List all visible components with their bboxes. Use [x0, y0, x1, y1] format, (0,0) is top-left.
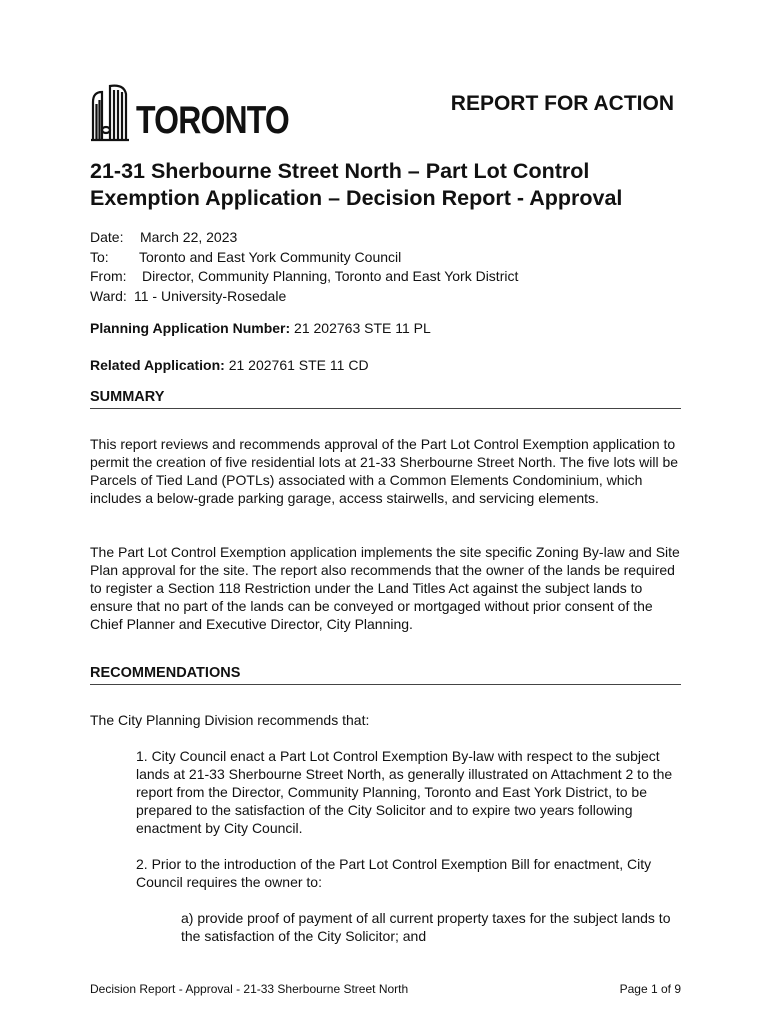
meta-to — [90, 248, 518, 268]
logo-wordmark: TORONTO — [136, 99, 289, 142]
recommendation-item-2a: a) provide proof of payment of all current property taxes for the subject lands to the satisfaction of the City Solicitor; and — [181, 910, 671, 944]
footer-document-title: Decision Report - Approval - 21-33 Sherbourne Street North — [90, 982, 409, 996]
report-meta — [90, 228, 518, 306]
application-number-label: Planning Application Number: — [90, 320, 291, 336]
meta-ward-label: Ward: — [90, 287, 127, 304]
planning-application-number — [90, 320, 431, 336]
report-type-label: REPORT FOR ACTION — [450, 92, 674, 115]
recommendations-intro: The City Planning Division recommends that: — [90, 712, 370, 728]
meta-from-label: From: — [90, 268, 127, 284]
meta-from — [90, 267, 518, 287]
meta-to-label: To: — [90, 248, 109, 265]
summary-paragraph-1: This report reviews and recommends approval of the Part Lot Control Exemption application to permit the creation of five residential lots at 21-33 Sherbourne Street North. The five lots will be Parcels of Tied Land (POTLs) associated with a Common Elements Condominium, which includes a below-grade parking garage, access stairwells, and servicing elements. — [90, 436, 679, 506]
meta-date-value: March 22, 2023 — [140, 229, 238, 245]
related-application — [90, 357, 369, 373]
toronto-logo — [90, 80, 323, 142]
meta-to-value: Toronto and East York Community Council — [139, 248, 402, 265]
related-application-value: 21 202761 STE 11 CD — [228, 357, 369, 373]
recommendation-item-2: 2. Prior to the introduction of the Part Lot Control Exemption Bill for enactment, City Council requires the owner to: — [136, 856, 652, 890]
summary-heading: SUMMARY — [90, 389, 681, 409]
meta-ward — [90, 287, 518, 307]
recommendation-item-1: 1. City Council enact a Part Lot Control Exemption By-law with respect to the subject lands at 21-33 Sherbourne Street North, as generally illustrated on Attachment 2 to the report from the Director, Community Planning, Toronto and East York District, to be prepared to the satisfaction of the City Solicitor and to expire two years following enactment by City Council. — [136, 748, 673, 836]
summary-paragraph-2: The Part Lot Control Exemption application implements the site specific Zoning By-law and Site Plan approval for the site. The report also recommends that the owner of the lands be required to register a Section 118 Restriction under the Land Titles Act against the subject lands to ensure that no part of the lands can be conveyed or mortgaged without prior consent of the Chief Planner and Executive Director, City Planning. — [90, 544, 680, 632]
city-hall-icon — [90, 80, 130, 142]
meta-from-value: Director, Community Planning, Toronto and East York District — [142, 268, 519, 284]
footer-page-number: Page 1 of 9 — [619, 982, 681, 996]
report-title: 21-31 Sherbourne Street North – Part Lot Control Exemption Application – Decision Report - Approval — [90, 159, 623, 210]
meta-ward-value: 11 - University-Rosedale — [134, 287, 287, 304]
application-number-value: 21 202763 STE 11 PL — [294, 320, 431, 336]
recommendations-heading: RECOMMENDATIONS — [90, 665, 681, 685]
meta-date — [90, 228, 518, 248]
meta-date-label: Date: — [90, 229, 124, 245]
related-application-label: Related Application: — [90, 357, 225, 373]
